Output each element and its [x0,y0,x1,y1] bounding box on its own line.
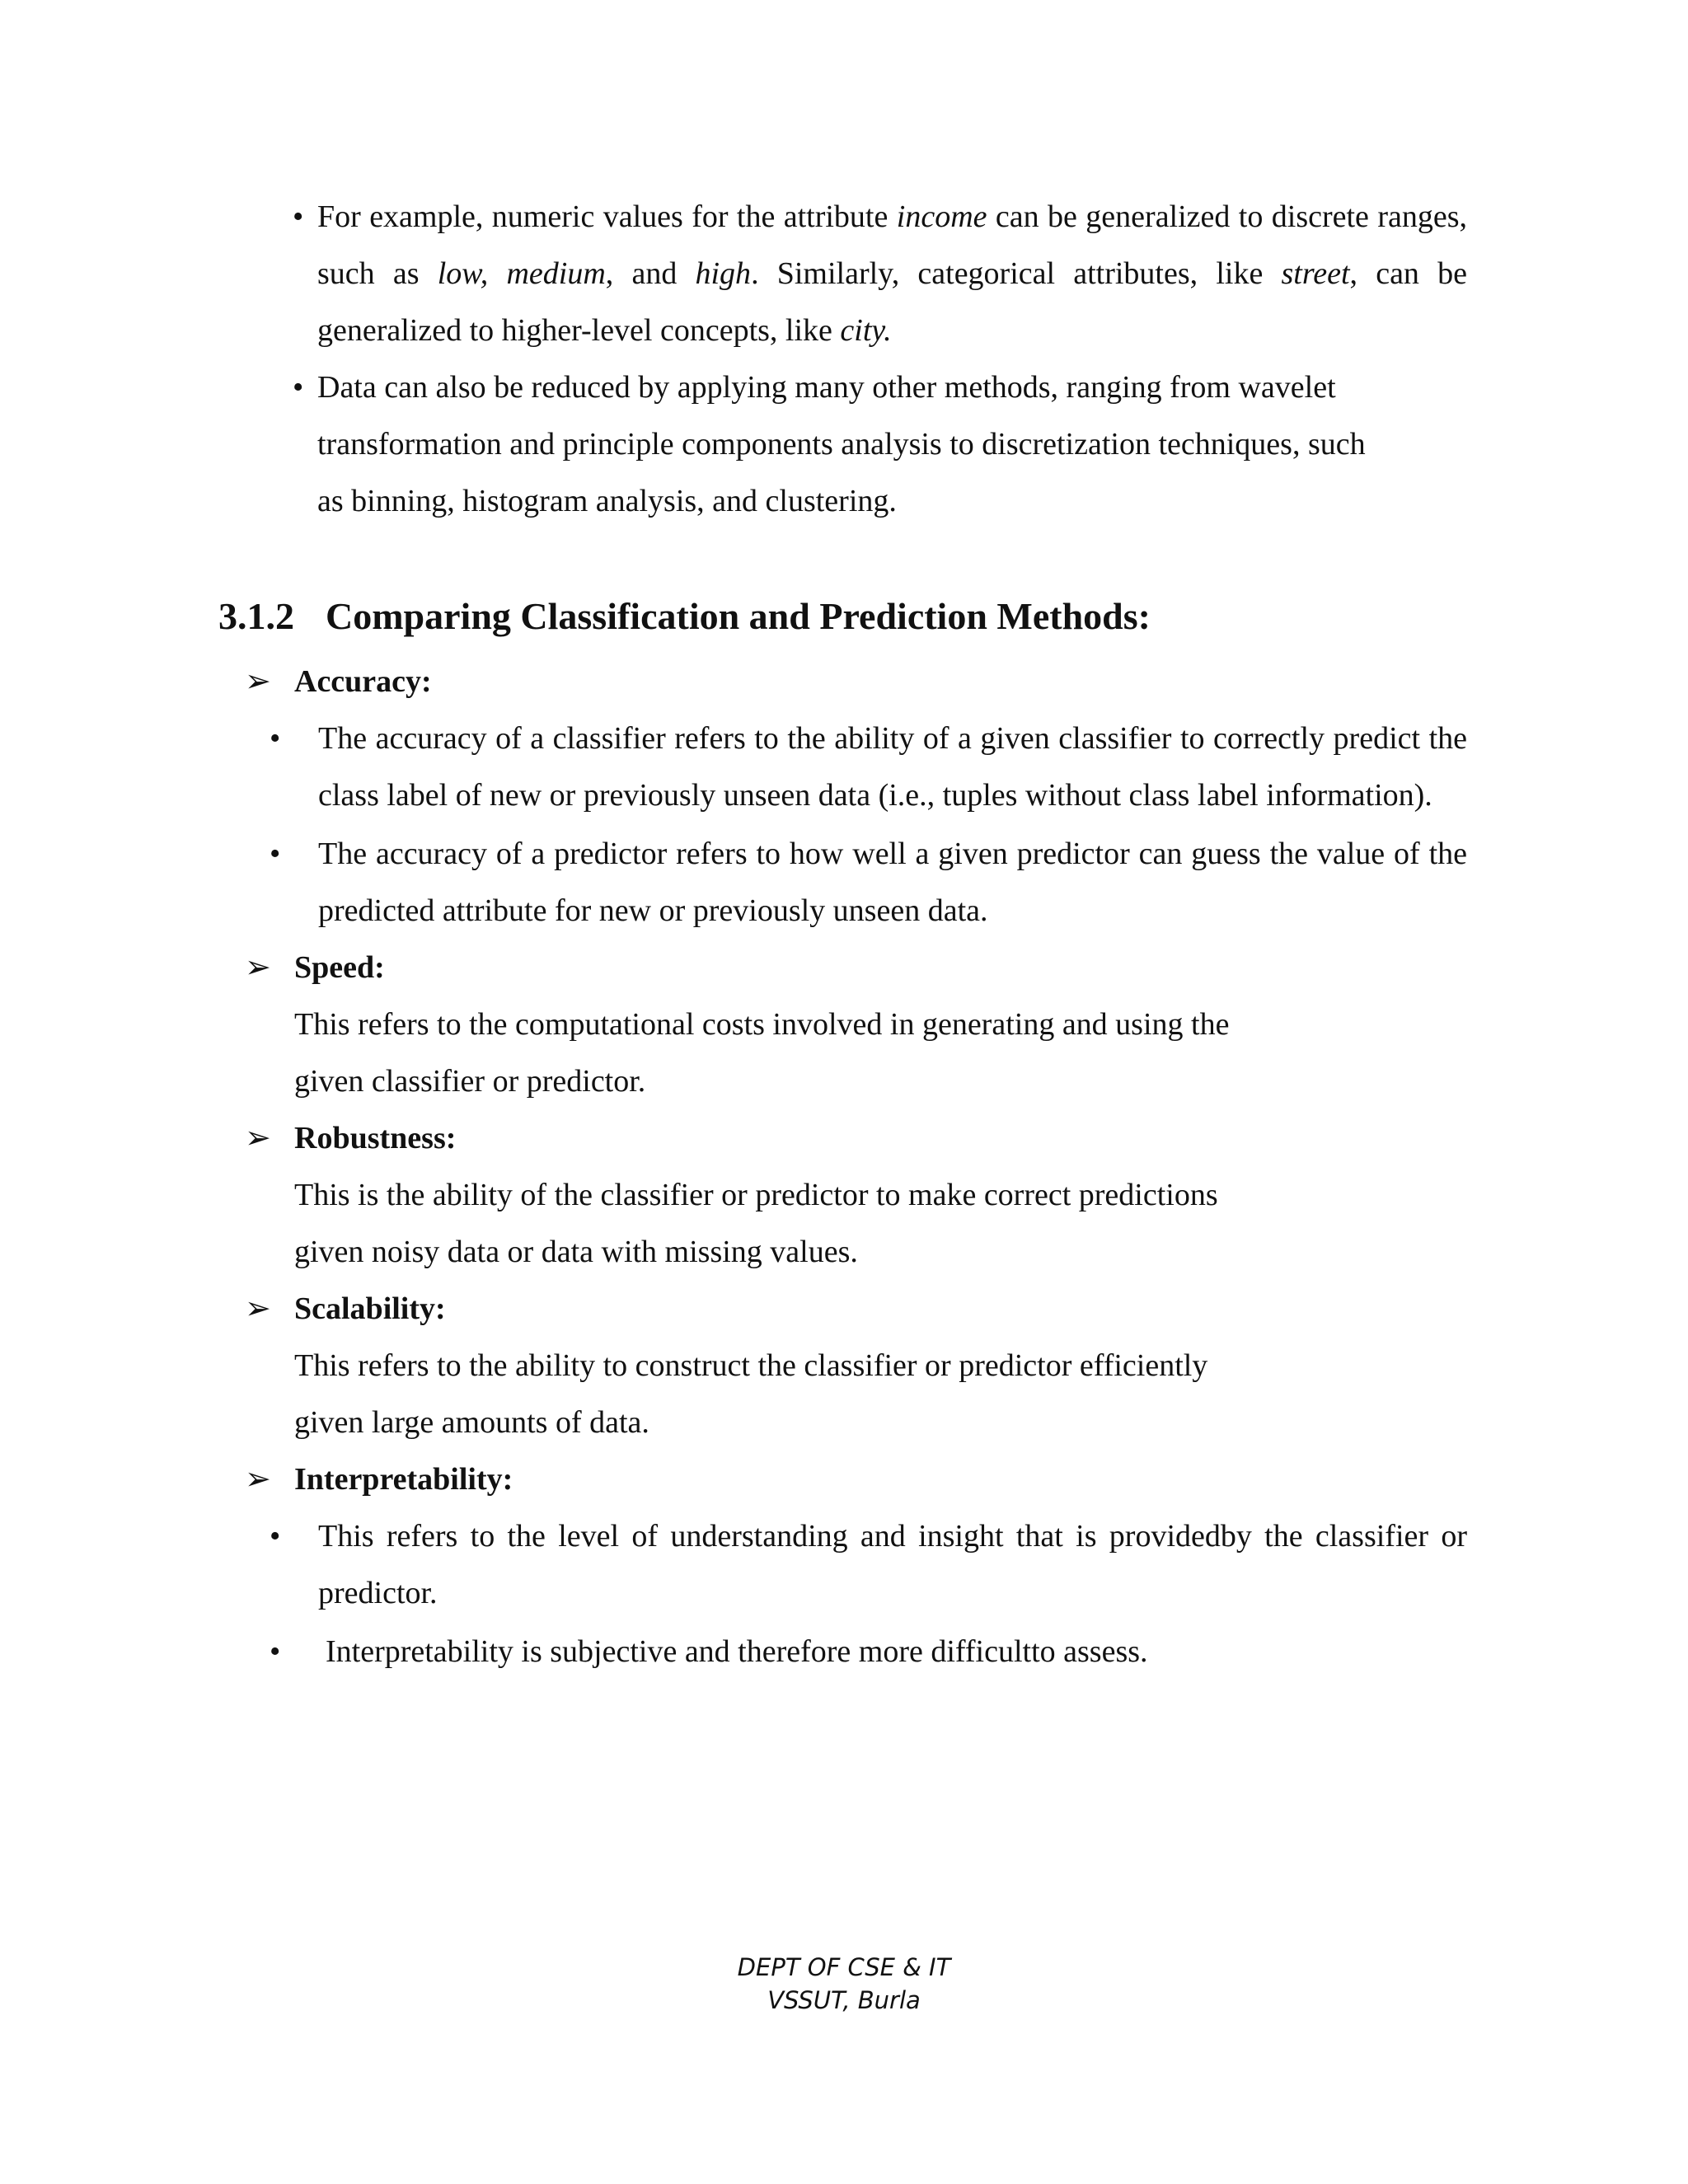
accuracy-bullet-1 [245,710,1467,824]
speed-line-1: This refers to the computational costs involved in generating and using the [294,1007,1230,1042]
bullet-text: For example, numeric values for the attribute [317,199,897,234]
bullet-icon: • [293,370,304,405]
interpretability-bullet-2 [245,1624,1467,1680]
bullet-text: The accuracy of a predictor refers to how well a given predictor can guess the value of the predicted attribute for new or previously unseen data. [318,837,1467,928]
item-speed [245,940,1467,996]
section-number: 3.1.2 [218,595,294,637]
bullet-text: , can be generalized to higher-level concepts, like [317,256,1467,348]
accuracy-bullet-2 [245,826,1467,940]
intro-bullet-2 [293,359,1467,530]
arrow-bullet-icon: ➢ [245,1291,271,1326]
item-robustness [245,1110,1467,1167]
bullet-icon: • [293,199,304,234]
bullet-icon: • [270,1634,281,1669]
robustness-line-2: given noisy data or data with missing values. [294,1235,858,1269]
bullet-icon: • [270,1519,281,1554]
item-scalability [245,1281,1467,1338]
interpretability-bullet-1 [245,1508,1467,1622]
page-footer [0,1951,1688,2017]
section-title: Comparing Classification and Prediction Methods: [326,595,1151,637]
bullet-text: can be generalized to discrete ranges, such as [317,199,1468,291]
arrow-bullet-icon: ➢ [245,950,271,985]
bullet-text: Interpretability is subjective and therefore more difficultto assess. [326,1634,1148,1669]
arrow-bullet-icon: ➢ [245,1462,271,1497]
item-title: Scalability: [294,1291,446,1326]
italic-term-street: street [1281,256,1350,291]
footer-dept: DEPT OF CSE & IT [737,1953,951,1981]
bullet-text: This refers to the level of understanding and insight that is providedby the classifier or predictor. [318,1519,1467,1610]
italic-term-city: city. [840,313,892,348]
bullet-text: The accuracy of a classifier refers to the ability of a given classifier to correctly predict the class label of new or previously unseen data (i.e., tuples without class label information). [318,721,1467,813]
item-title: Accuracy: [294,664,432,699]
item-title: Interpretability: [294,1462,513,1497]
speed-line-2: given classifier or predictor. [294,1064,646,1099]
italic-term-high: high [695,256,752,291]
intro-bullet-1 [293,189,1467,359]
section-body [245,654,1467,1680]
item-title: Robustness: [294,1121,457,1155]
item-accuracy [245,654,1467,710]
arrow-bullet-icon: ➢ [245,664,271,699]
section-heading [218,587,1151,646]
bullet-icon: • [270,721,281,756]
item-title: Speed: [294,950,385,985]
bullet-icon: • [270,837,281,871]
bullet-text: , and [605,256,696,291]
scalability-line-2: given large amounts of data. [294,1405,649,1440]
bullet-line: transformation and principle components analysis to discretization techniques, such [317,427,1366,462]
bullet-line: Data can also be reduced by applying many other methods, ranging from wavelet [317,370,1336,405]
intro-bullets [293,189,1467,530]
arrow-bullet-icon: ➢ [245,1121,271,1155]
footer-institution: VSSUT, Burla [767,1986,921,2014]
bullet-text: . Similarly, categorical attributes, like [751,256,1282,291]
item-interpretability [245,1451,1467,1508]
italic-term-income: income [896,199,987,234]
bullet-line: as binning, histogram analysis, and clustering. [317,484,897,518]
italic-term-low-medium: low, medium [437,256,606,291]
scalability-line-1: This refers to the ability to construct the classifier or predictor efficiently [294,1348,1208,1383]
robustness-line-1: This is the ability of the classifier or predictor to make correct predictions [294,1178,1218,1212]
